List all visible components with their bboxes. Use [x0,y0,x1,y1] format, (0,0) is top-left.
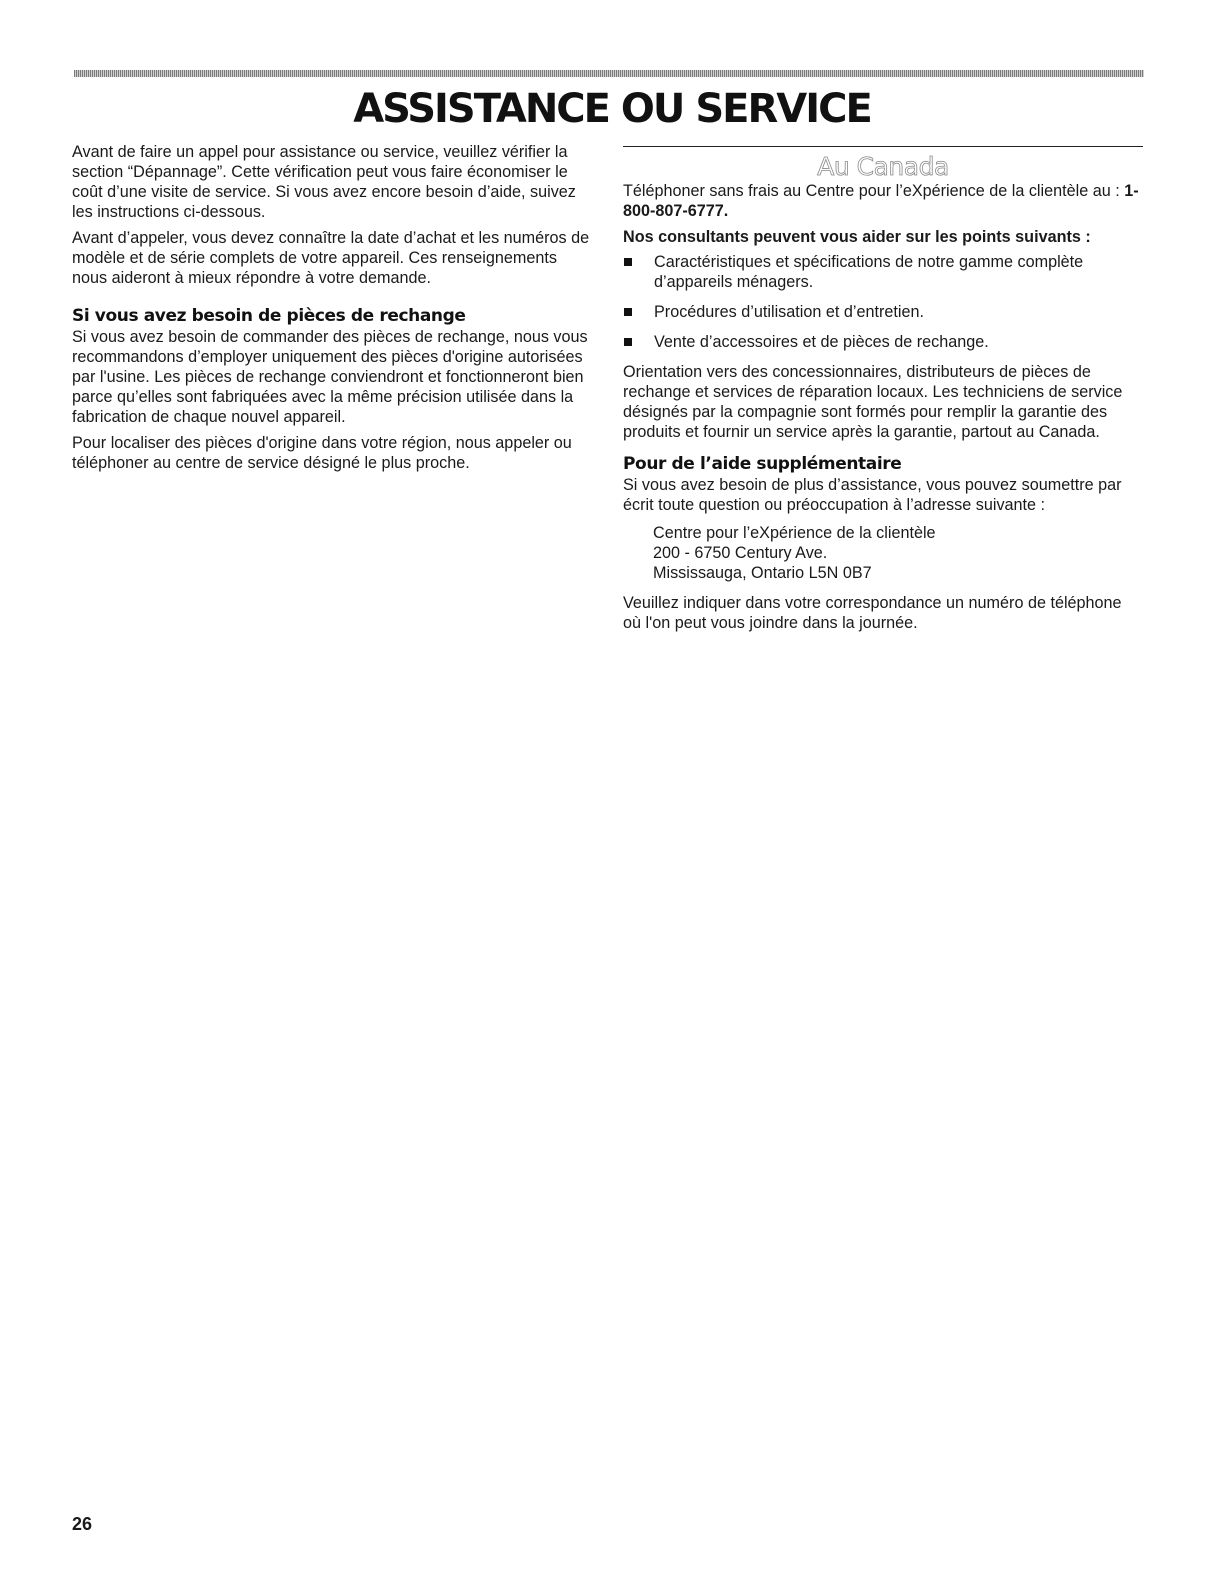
list-item [623,252,1143,292]
phone-text: Téléphoner sans frais au Centre pour l’eXpérience de la clientèle au : [623,182,1125,200]
mailing-address [623,523,1143,583]
section-divider [623,146,1143,147]
orientation-paragraph: Orientation vers des concessionnaires, distributeurs de pièces de rechange et services de réparation locaux. Les techniciens de service désignés par la compagnie sont formés pour remplir la garantie des produits et fournir un service après la garantie, partout au Canada. [623,363,1123,441]
page-number: 26 [72,1514,93,1534]
list-item [623,302,1143,322]
parts-paragraph-1: Si vous avez besoin de commander des pièces de rechange, nous vous recommandons d’employer uniquement des pièces d'origine autorisées par l'usine. Les pièces de rechange conviendront et fonctionneront bien parce qu’elles sont fabriquées avec la même précision utilisée dans la fabrication de chaque nouvel appareil. [72,328,588,426]
right-column [623,146,1143,639]
parts-heading: Si vous avez besoin de pièces de rechange [72,306,466,326]
list-item-text: Caractéristiques et spécifications de notre gamme complète d’appareils ménagers. [654,253,1084,291]
square-bullet-icon [624,258,632,266]
list-item [623,332,1143,352]
intro-paragraph-2: Avant d’appeler, vous devez connaître la date d’achat et les numéros de modèle et de série complets de votre appareil. Ces renseignements nous aideront à mieux répondre à votre demande. [72,229,590,287]
phone-number: 1-800-807-6777. [623,182,1139,220]
address-line: 200 - 6750 Century Ave. [653,544,828,562]
address-line: Centre pour l’eXpérience de la clientèle [653,524,936,542]
help-heading: Pour de l’aide supplémentaire [623,454,902,474]
intro-paragraph-1: Avant de faire un appel pour assistance ou service, veuillez vérifier la section “Dépannage”. Cette vérification peut vous faire économiser le coût d’une visite de service. Si vous avez encore besoin d’aide, suivez les instructions ci-dessous. [72,143,576,221]
list-item-text: Procédures d’utilisation et d’entretien. [654,303,924,321]
phone-paragraph [623,181,1143,221]
closing-paragraph: Veuillez indiquer dans votre correspondance un numéro de téléphone où l'on peut vous joindre dans la journée. [623,594,1122,632]
canada-heading: Au Canada [817,152,949,181]
left-column [72,142,592,479]
consultants-heading: Nos consultants peuvent vous aider sur les points suivants : [623,228,1091,246]
top-dotted-rule [74,70,1144,77]
services-list [623,252,1143,352]
square-bullet-icon [624,308,632,316]
list-item-text: Vente d’accessoires et de pièces de rechange. [654,333,989,351]
square-bullet-icon [624,338,632,346]
parts-paragraph-2: Pour localiser des pièces d'origine dans votre région, nous appeler ou téléphoner au centre de service désigné le plus proche. [72,434,572,472]
help-paragraph: Si vous avez besoin de plus d’assistance, vous pouvez soumettre par écrit toute question ou préoccupation à l’adresse suivante : [623,476,1122,514]
page-title: ASSISTANCE OU SERVICE [353,86,871,132]
address-line: Mississauga, Ontario L5N 0B7 [653,564,872,582]
